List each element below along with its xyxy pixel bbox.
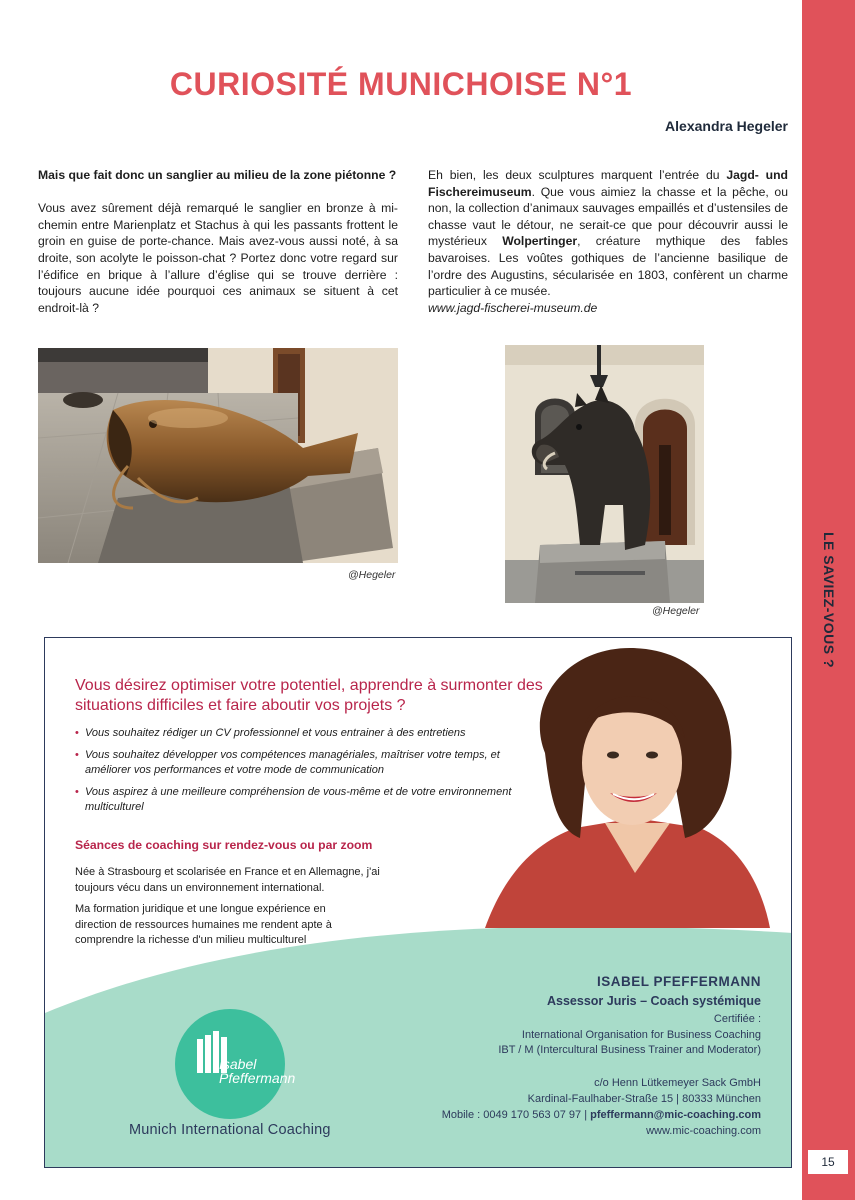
- coaching-advertisement: [44, 637, 792, 1168]
- logo-caption: Munich International Coaching: [129, 1122, 331, 1138]
- ad-bullet: • Vous souhaitez rédiger un CV professionnel et vous entrainer à des entretiens: [75, 726, 535, 741]
- article-paragraph-1: Vous avez sûrement déjà remarqué le sanglier en bronze à mi-chemin entre Marienplatz et Stachus à qui les passants frottent le groin en guise de porte-chance. Mais avez-vous aussi noté, à sa droite, son acolyte le poisson-chat ? Portez donc votre regard sur l’édifice en brique à l’allure d’église qui se trouve derrière : toujours aucune idée pourquoi ces animaux se situent à cet endroit-là ?: [38, 201, 398, 315]
- museum-name: Jagd- und Fischereimuseum: [428, 168, 788, 199]
- catfish-sculpture-photo: [38, 348, 398, 563]
- article-lead: Mais que fait donc un sanglier au milieu de la zone piétonne ?: [38, 168, 397, 182]
- ad-bio-paragraph-1: Née à Strasbourg et scolarisée en France et en Allemagne, j'ai toujours vécu dans un environnement international.: [75, 866, 380, 894]
- website-link[interactable]: www.mic-coaching.com: [646, 1125, 761, 1137]
- boar-sculpture-photo: [505, 345, 704, 603]
- section-label: LE SAVIEZ-VOUS ?: [821, 531, 837, 669]
- article-paragraph-2: Eh bien, les deux sculptures marquent l’entrée du Jagd- und Fischereimuseum. Que vous aimiez la chasse et la pêche, ou non, la collection d’animaux sauvages empaillés et d’ustensiles de chasse vaut le détour, ne serait-ce que pour découvrir aussi le mystérieux Wolpertinger, créature mythique des fables bavaroises. Les voûtes gothiques de l’ancienne basilique de l’ordre des Augustins, sécularisée en 1803, confèrent un charme particulier à ce musée.: [428, 168, 788, 299]
- boar-photo-credit: @Hegeler: [652, 605, 700, 617]
- ad-subheading: Séances de coaching sur rendez-vous ou par zoom: [75, 838, 373, 852]
- ad-bio-paragraph-2: Ma formation juridique et une longue expérience en direction de ressources humaines me rendent apte à comprendre la richesse d'un milieu multiculturel: [75, 903, 332, 946]
- email-link[interactable]: pfeffermann@mic-coaching.com: [590, 1109, 761, 1121]
- certifications: Certifiée : International Organisation for Business Coaching IBT / M (Intercultural Business Trainer and Moderator): [498, 1013, 761, 1056]
- creature-name: Wolpertinger: [502, 234, 578, 249]
- coach-role: Assessor Juris – Coach systémique: [547, 994, 761, 1008]
- author-name: Alexandra Hegeler: [665, 118, 788, 134]
- ad-bullet-list: [75, 726, 535, 822]
- postal-address: c/o Henn Lütkemeyer Sack GmbH Kardinal-Faulhaber-Straße 15 | 80333 München: [527, 1077, 761, 1105]
- page-title: CURIOSITÉ MUNICHOISE N°1: [169, 66, 633, 102]
- coach-name: ISABEL PFEFFERMANN: [596, 974, 761, 989]
- ad-bullet: • Vous souhaitez développer vos compétences managériales, maîtriser votre temps, et améliorer vos performances et votre mode de communication: [75, 748, 535, 778]
- page-number: 15: [808, 1150, 848, 1174]
- ad-bullet: • Vous aspirez à une meilleure compréhension de vous-même et de votre environnement multiculturel: [75, 785, 535, 815]
- ad-headline: Vous désirez optimiser votre potentiel, apprendre à surmonter des situations difficiles et faire aboutir vos projets ?: [75, 677, 543, 714]
- article-column-left: [38, 167, 398, 333]
- phone-and-email: [442, 1108, 761, 1124]
- mobile-number: Mobile : 0049 170 563 07 97 |: [441, 1109, 591, 1121]
- catfish-photo-credit: @Hegeler: [348, 569, 396, 581]
- logo-wordmark: Isabel Pfeffermann: [219, 1056, 296, 1086]
- article-column-right: [428, 167, 788, 316]
- museum-link[interactable]: www.jagd-fischerei-museum.de: [428, 300, 598, 315]
